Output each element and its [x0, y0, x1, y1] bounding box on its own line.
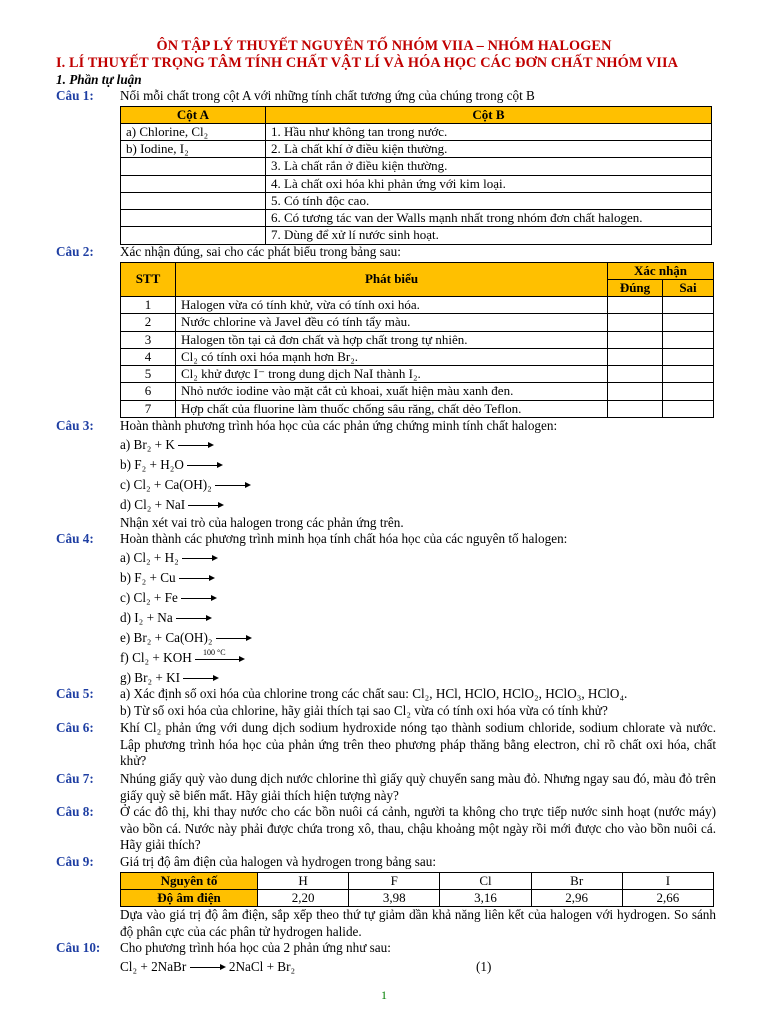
question-label: Câu 9:	[56, 854, 94, 869]
reaction-arrow-icon	[181, 594, 217, 602]
reaction-arrow-icon	[187, 461, 223, 469]
true-cell[interactable]	[608, 314, 663, 331]
question-text: Nhúng giấy quỳ vào dung dịch nước chlorine thì giấy quỳ chuyển sang màu đỏ. Nhưng ngay sau đó, màu đỏ trên giấy quỳ sẽ biến mất. Hãy giải thích hiện tượng này?	[120, 771, 716, 803]
equation	[120, 588, 716, 608]
table-cell: 2,96	[531, 889, 622, 906]
equation-text: e) Br₂ + Ca(OH)₂	[120, 629, 213, 645]
table-cell	[121, 158, 266, 175]
table-row	[121, 158, 712, 175]
question-text: Hoàn thành phương trình hóa học của các phản ứng chứng minh tính chất halogen:	[120, 418, 558, 433]
true-cell[interactable]	[608, 383, 663, 400]
reaction-arrow-icon	[216, 634, 252, 642]
table-cell: 2. Là chất khí ở điều kiện thường.	[266, 141, 712, 158]
true-cell[interactable]	[608, 400, 663, 417]
column-a-header: Cột A	[121, 106, 266, 123]
table-cell: 2,20	[258, 889, 349, 906]
reaction-arrow-icon	[195, 648, 245, 665]
false-cell[interactable]	[663, 331, 714, 348]
reaction-arrow-icon	[178, 441, 214, 449]
question-label: Câu 10:	[56, 940, 101, 955]
statement-cell: Cl₂ khử được I⁻ trong dung dịch NaI thành I₂.	[176, 366, 608, 383]
equation-text: c) Cl₂ + Ca(OH)₂	[120, 476, 212, 492]
table-row	[121, 400, 714, 417]
true-cell[interactable]	[608, 331, 663, 348]
question-label: Câu 3:	[56, 418, 94, 433]
confirm-header: Xác nhận	[608, 262, 714, 279]
table-cell	[121, 210, 266, 227]
row-number: 4	[121, 348, 176, 365]
table-cell: 3. Là chất rắn ở điều kiện thường.	[266, 158, 712, 175]
equation-text: a) Cl₂ + H₂	[120, 549, 179, 565]
table-cell: Br	[531, 872, 622, 889]
question-4	[56, 531, 716, 688]
table-row	[121, 297, 714, 314]
statement-cell: Halogen tồn tại cả đơn chất và hợp chất trong tự nhiên.	[176, 331, 608, 348]
equation	[120, 455, 716, 475]
question-label: Câu 5:	[56, 686, 94, 701]
row-number: 7	[121, 400, 176, 417]
question-6	[56, 720, 716, 770]
equation	[120, 475, 716, 495]
question-10	[56, 940, 716, 977]
equation-text: a) Br₂ + K	[120, 436, 175, 452]
table-row	[121, 348, 714, 365]
equation-text: c) Cl₂ + Fe	[120, 589, 178, 605]
table-cell: b) Iodine, I₂	[121, 141, 266, 158]
table-cell: F	[349, 872, 440, 889]
question-text: Dựa vào giá trị độ âm điện, sắp xếp theo thứ tự giảm dần khả năng liên kết của halogen với hydrogen. So sánh độ phân cực của các phân tử hydrogen halide.	[120, 907, 716, 939]
false-cell[interactable]	[663, 383, 714, 400]
true-cell[interactable]	[608, 348, 663, 365]
table-cell	[121, 192, 266, 209]
table-cell: Cl	[440, 872, 531, 889]
question-text: Hoàn thành các phương trình minh họa tính chất hóa học của các nguyên tố halogen:	[120, 531, 568, 546]
true-cell[interactable]	[608, 366, 663, 383]
row-number: 1	[121, 297, 176, 314]
equation	[120, 568, 716, 588]
equation	[120, 495, 716, 515]
element-row-header: Nguyên tố	[121, 872, 258, 889]
reaction-arrow-icon	[176, 614, 212, 622]
table-cell: H	[258, 872, 349, 889]
table-cell: a) Chlorine, Cl₂	[121, 123, 266, 140]
table-cell: 5. Có tính độc cao.	[266, 192, 712, 209]
equation-number: (1)	[476, 958, 492, 974]
reaction-arrow-icon	[183, 674, 219, 682]
question-7	[56, 771, 716, 804]
equation-text: b) F₂ + H₂O	[120, 456, 184, 472]
false-cell[interactable]	[663, 366, 714, 383]
question-text: Nối mỗi chất trong cột A với những tính chất tương ứng của chúng trong cột B	[120, 88, 535, 103]
table-row	[121, 123, 712, 140]
electronegativity-row-header: Độ âm điện	[121, 889, 258, 906]
table-row	[121, 192, 712, 209]
question-9	[56, 854, 716, 940]
table-cell: I	[622, 872, 713, 889]
table-cell: 4. Là chất oxi hóa khi phản ứng với kim loại.	[266, 175, 712, 192]
table-cell	[121, 175, 266, 192]
question-1	[56, 88, 716, 245]
question-5	[56, 686, 716, 719]
table-cell: 1. Hầu như không tan trong nước.	[266, 123, 712, 140]
reaction-arrow-icon	[182, 554, 218, 562]
false-cell[interactable]	[663, 297, 714, 314]
question-text: Xác nhận đúng, sai cho các phát biểu trong bảng sau:	[120, 244, 401, 259]
row-number: 6	[121, 383, 176, 400]
subsection-heading: 1. Phần tự luận	[56, 72, 142, 87]
true-header: Đúng	[608, 279, 663, 296]
equation	[120, 608, 716, 628]
section-heading: I. LÍ THUYẾT TRỌNG TÂM TÍNH CHẤT VẬT LÍ VÀ HÓA HỌC CÁC ĐƠN CHẤT NHÓM VIIA	[56, 55, 679, 71]
row-number: 5	[121, 366, 176, 383]
table-row	[121, 314, 714, 331]
equation	[120, 548, 716, 568]
table-row	[121, 175, 712, 192]
true-cell[interactable]	[608, 297, 663, 314]
false-cell[interactable]	[663, 348, 714, 365]
question-text: a) Xác định số oxi hóa của chlorine trong các chất sau: Cl₂, HCl, HClO, HClO₂, HClO₃, HClO₄.	[120, 686, 628, 701]
statement-cell: Cl₂ có tính oxi hóa mạnh hơn Br₂.	[176, 348, 608, 365]
question-8	[56, 804, 716, 854]
equation-text: d) I₂ + Na	[120, 609, 173, 625]
table-cell: 3,98	[349, 889, 440, 906]
table-row	[121, 383, 714, 400]
statement-cell: Nhỏ nước iodine vào mặt cắt củ khoai, xuất hiện màu xanh đen.	[176, 383, 608, 400]
equation	[120, 957, 716, 977]
statement-cell: Halogen vừa có tính khử, vừa có tính oxi hóa.	[176, 297, 608, 314]
table-row	[121, 210, 712, 227]
question-2	[56, 244, 716, 418]
question-text: Khí Cl₂ phản ứng với dung dịch sodium hydroxide nóng tạo thành sodium chloride, sodium chlorate và nước. Lập phương trình hóa học của phản ứng trên theo phương pháp thăng bằng electron, chỉ rõ chất oxi hóa, chất khử?	[120, 720, 716, 768]
equation	[120, 435, 716, 455]
statement-cell: Hợp chất của fluorine làm thuốc chống sâu răng, chất dẻo Teflon.	[176, 400, 608, 417]
reaction-condition: 100 °C	[203, 648, 226, 658]
document-title: ÔN TẬP LÝ THUYẾT NGUYÊN TỐ NHÓM VIIA – NHÓM HALOGEN	[156, 38, 612, 54]
electronegativity-table	[120, 872, 714, 908]
question-label: Câu 4:	[56, 531, 94, 546]
reaction-arrow-icon	[179, 574, 215, 582]
table-row	[121, 141, 712, 158]
table-cell	[121, 227, 266, 244]
table-cell: 7. Dùng để xử lí nước sinh hoạt.	[266, 227, 712, 244]
question-3	[56, 418, 716, 531]
equation-text: b) F₂ + Cu	[120, 569, 176, 585]
true-false-table	[120, 262, 714, 418]
row-number: 3	[121, 331, 176, 348]
equation-text: g) Br₂ + KI	[120, 669, 181, 685]
question-label: Câu 2:	[56, 244, 94, 259]
statement-cell: Nước chlorine và Javel đều có tính tẩy màu.	[176, 314, 608, 331]
false-header: Sai	[663, 279, 714, 296]
question-text: b) Từ số oxi hóa của chlorine, hãy giải thích tại sao Cl₂ vừa có tính oxi hóa vừa có tính khử?	[120, 702, 608, 718]
equation	[120, 648, 716, 668]
equation	[120, 668, 716, 688]
matching-table	[120, 106, 712, 245]
equation-text: d) Cl₂ + NaI	[120, 496, 186, 512]
table-row	[121, 366, 714, 383]
question-note: Nhận xét vai trò của halogen trong các phản ứng trên.	[120, 514, 404, 530]
table-row	[121, 331, 714, 348]
question-text: Ở các đô thị, khi thay nước cho các bồn nuôi cá cảnh, người ta không cho trực tiếp nước sinh hoạt (nước máy) vào bồn cá. Nước này phải được chứa trong xô, thau, chậu khoảng một ngày rồi mới được cho vào bồn nuôi cá. Hãy giải thích?	[120, 804, 716, 852]
question-label: Câu 7:	[56, 771, 94, 786]
column-b-header: Cột B	[266, 106, 712, 123]
stt-header: STT	[121, 262, 176, 297]
table-row	[121, 227, 712, 244]
row-number: 2	[121, 314, 176, 331]
reaction-arrow-icon	[215, 481, 251, 489]
statement-header: Phát biểu	[176, 262, 608, 297]
question-text: Cho phương trình hóa học của 2 phản ứng như sau:	[120, 940, 391, 955]
false-cell[interactable]	[663, 400, 714, 417]
reaction-arrow-icon	[188, 501, 224, 509]
equation-left: Cl₂ + 2NaBr	[120, 958, 187, 974]
question-text: Giá trị độ âm điện của halogen và hydrogen trong bảng sau:	[120, 854, 437, 869]
reaction-arrow-icon	[190, 963, 226, 971]
question-label: Câu 8:	[56, 804, 94, 819]
question-label: Câu 1:	[56, 88, 94, 103]
page-number: 1	[381, 988, 387, 1002]
table-cell: 6. Có tương tác van der Walls mạnh nhất trong nhóm đơn chất halogen.	[266, 210, 712, 227]
table-cell: 2,66	[622, 889, 713, 906]
question-label: Câu 6:	[56, 720, 94, 735]
false-cell[interactable]	[663, 314, 714, 331]
equation-text: f) Cl₂ + KOH	[120, 649, 192, 665]
table-cell: 3,16	[440, 889, 531, 906]
equation-right: 2NaCl + Br₂	[228, 958, 296, 974]
